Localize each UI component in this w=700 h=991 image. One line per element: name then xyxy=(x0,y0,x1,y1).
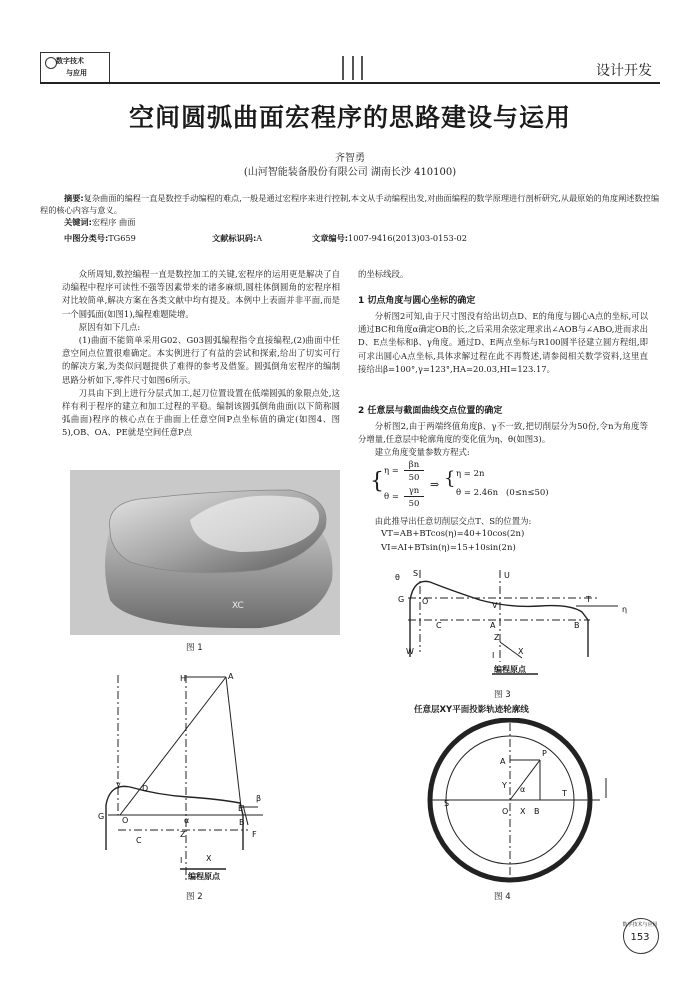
keywords-text: 宏程序 曲面 xyxy=(91,217,136,227)
line-ab xyxy=(226,677,241,807)
equation-eta-lhs: η = xyxy=(384,466,399,476)
equation-theta-result: θ = 2.46n xyxy=(456,488,499,498)
figure-4-title: 任意层XY平面投影轨迹轮廓线 xyxy=(414,705,529,715)
label-x: X xyxy=(518,647,524,656)
label-c: C xyxy=(136,836,142,845)
programming-origin-label: 编程原点 xyxy=(494,665,526,674)
body-paragraph: 分析图2可知,由于尺寸图没有给出切点D、E的角度与圆心A点的坐标,可以通过BC和角度α确定OB的长,之后采用余弦定理求出∠AOB与∠ABO,进而求出D、E点坐标和β、γ角度。通过D、E两点坐标与R100圆半径建立圆方程组,即可求出圆心A点坐标,具体求解过程在此不再赘述,请参阅相关数学资料,这里直接给出β=100°,γ=123°,HA=20.03,HI=123.17。 xyxy=(358,311,648,374)
label-e: E xyxy=(238,804,244,813)
left-column xyxy=(62,268,340,440)
label-o: O xyxy=(422,597,429,606)
label-u: U xyxy=(504,571,510,580)
label-a: A xyxy=(490,621,496,630)
section-label: 设计开发 xyxy=(596,63,652,79)
page-number: 153 xyxy=(630,932,650,943)
label-o: O xyxy=(122,816,129,825)
label-b: B xyxy=(239,818,245,827)
label-i: I xyxy=(180,856,183,865)
label-f: F xyxy=(252,830,257,839)
right-column-sec1 xyxy=(358,310,648,376)
label-g: G xyxy=(98,812,105,821)
doc-code xyxy=(212,233,262,244)
body-paragraph: 刀具由下到上进行分层式加工,起刀位置设置在低端圆弧的象限点处,这样有利于程序的建立和加工过程的平稳。编制该圆弧倒角曲面(以下简称圆弧曲面)程序的核心点在于曲面上任意空间P点坐标值的确定(如图4、图5),OB、OA、PE就是空间任意P点 xyxy=(62,387,340,438)
body-paragraph: 分析图2,由于两端终值角度β、γ不一致,把切削层分为50份,令n为角度等分增量,任意层中轮廓角度的变化值为η、θ(如图3)。 xyxy=(358,421,648,445)
equation-vi: VI=AI+BTsin(η)=15+10sin(2n) xyxy=(381,543,516,553)
figure-4-caption: 图 4 xyxy=(494,892,511,902)
header-divider xyxy=(352,56,354,80)
clc-value: TG659 xyxy=(108,233,136,243)
article-number-label: 文章编号: xyxy=(312,233,349,243)
journal-logo-line2: 与应用 xyxy=(66,69,87,77)
figure-4-diagram xyxy=(410,718,620,888)
label-alpha: α xyxy=(184,816,190,825)
label-c: C xyxy=(436,621,442,630)
body-paragraph: 众所周知,数控编程一直是数控加工的关键,宏程序的运用更是解决了自动编程中程序可读性不强等因素带来的诸多麻烦,圆柱体倒圆角的宏程序相对比较简单,解决方案在各类文献中均有提及。本例中上表面并非平面,而是一个圆弧面(如图1),编程难题陡增。 xyxy=(62,269,340,319)
equation-theta-lhs: θ = xyxy=(384,492,399,502)
body-paragraph: 的坐标线段。 xyxy=(358,269,409,279)
section-heading-1: 1 切点角度与圆心坐标的确定 xyxy=(358,296,476,306)
label-g: G xyxy=(398,595,405,604)
axis-label-xc: XC xyxy=(232,601,244,611)
equation-right-brace: { xyxy=(444,468,456,489)
article-number xyxy=(312,233,467,244)
label-s: S xyxy=(413,569,419,578)
label-o: O xyxy=(502,807,509,816)
equation-eta-denominator: 50 xyxy=(408,473,420,483)
right-column-sec2 xyxy=(358,420,648,460)
label-i: I xyxy=(492,651,495,660)
label-a: A xyxy=(500,757,506,766)
label-gamma: γ xyxy=(116,780,121,789)
label-b: B xyxy=(574,621,580,630)
figure-1-caption: 图 1 xyxy=(186,643,203,653)
article-number-value: 1007-9416(2013)03-0153-02 xyxy=(348,233,467,243)
label-y: Y xyxy=(502,781,507,790)
label-alpha: α xyxy=(520,785,526,794)
abstract-text: 复杂曲面的编程一直是数控手动编程的难点,一般是通过宏程序来进行控制,本文从手动编程出发,对曲面编程的数学原理进行剖析研究,从最原始的角度阐述数控编程的核心内容与意义。 xyxy=(40,193,660,215)
equation-eta-numerator: βn xyxy=(404,460,424,471)
profile-curve xyxy=(410,581,588,657)
article-affiliation: (山河智能装备股份有限公司 湖南长沙 410100) xyxy=(243,167,457,178)
header-rule xyxy=(40,82,660,84)
doc-code-label: 文献标识码: xyxy=(212,233,257,243)
abstract-label: 摘要: xyxy=(64,193,84,203)
label-theta: θ xyxy=(395,573,400,582)
body-paragraph: 原因有如下几点: xyxy=(78,321,141,332)
label-h: H xyxy=(180,674,187,683)
keywords xyxy=(64,217,135,228)
label-a: A xyxy=(228,672,234,681)
label-beta: β xyxy=(256,794,262,803)
label-eta: η xyxy=(622,605,628,614)
body-paragraph: (1)曲面不能简单采用G02、G03圆弧编程指令直接编程,(2)曲面中任意空间点位置很难确定。本实例进行了有益的尝试和探索,给出了切实可行的解决方案,为类似问题提供了难得的参考及借鉴。圆弧倒角宏程序的编制思路分析如下,零件尺寸如图6所示。 xyxy=(62,335,340,385)
figure-3-caption: 图 3 xyxy=(494,690,511,700)
section-heading-2: 2 任意层与截面曲线交点位置的确定 xyxy=(358,406,503,416)
programming-origin-label: 编程原点 xyxy=(188,872,220,881)
equation-theta-denominator: 50 xyxy=(408,499,420,509)
abstract xyxy=(40,192,660,216)
equation-implies-arrow: ⇒ xyxy=(430,478,440,491)
equation-range: (0≤n≤50) xyxy=(506,488,549,498)
label-x: X xyxy=(206,854,212,863)
label-t: T xyxy=(562,789,567,798)
equation-eta-result: η = 2n xyxy=(456,469,485,479)
label-d: D xyxy=(142,784,149,793)
label-t: T xyxy=(586,595,591,604)
label-z: Z xyxy=(494,633,500,642)
label-s: S xyxy=(444,799,450,808)
label-p: P xyxy=(542,749,547,758)
doc-code-value: A xyxy=(256,233,263,243)
figure-3-diagram xyxy=(390,562,635,684)
equation-theta-numerator: γn xyxy=(404,486,424,497)
figure-1-render xyxy=(70,470,340,635)
label-b: B xyxy=(534,807,540,816)
page-badge-text: 数字技术与应用 xyxy=(622,922,658,928)
line-ao xyxy=(120,677,226,815)
label-v: V xyxy=(492,601,498,610)
label-x: X xyxy=(520,807,526,816)
figure-2-caption: 图 2 xyxy=(186,892,203,902)
clc-number xyxy=(64,233,136,244)
label-w: W xyxy=(406,647,414,656)
figure-2-diagram xyxy=(98,665,288,890)
right-column-top xyxy=(358,268,648,281)
equation-vt: VT=AB+BTcos(η)=40+10cos(2n) xyxy=(381,529,525,539)
label-z: Z xyxy=(180,830,186,839)
right-column-derivation xyxy=(358,515,648,528)
keywords-label: 关键词: xyxy=(64,217,92,227)
journal-logo-line1: 数字技术 xyxy=(56,57,84,65)
header-divider xyxy=(361,56,363,80)
clc-label: 中图分类号: xyxy=(64,233,109,243)
article-title: 空间圆弧曲面宏程序的思路建设与运用 xyxy=(128,103,571,132)
body-paragraph: 建立角度变量参数方程式: xyxy=(374,447,470,458)
line-op xyxy=(510,760,540,800)
header-divider xyxy=(342,56,344,80)
equation-left-brace: { xyxy=(370,469,384,494)
body-paragraph: 由此推导出任意切削层交点T、S的位置为: xyxy=(374,516,532,526)
article-author: 齐智勇 xyxy=(335,153,365,164)
